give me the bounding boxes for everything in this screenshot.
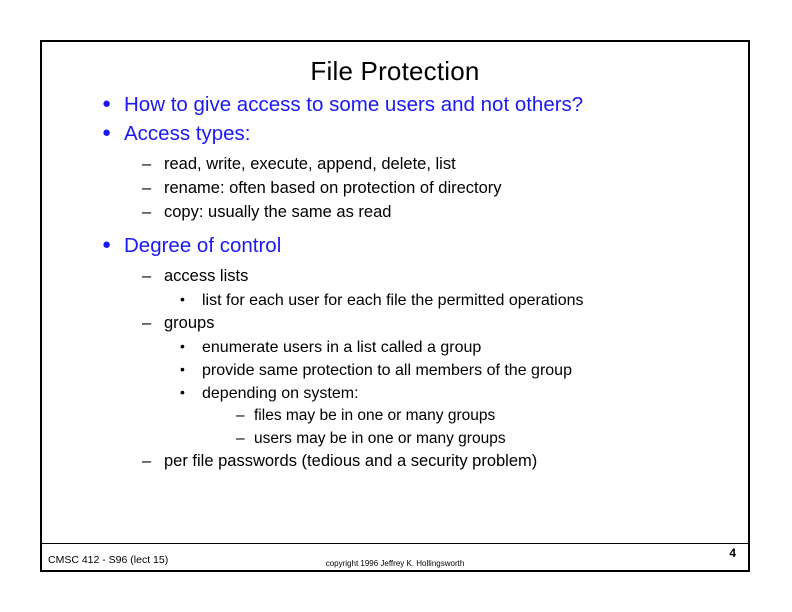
bullet-text: copy: usually the same as read <box>164 202 392 221</box>
small-bullet-icon: • <box>180 290 185 307</box>
bullet-text: users may be in one or many groups <box>254 429 506 447</box>
bullet-level2 <box>56 452 734 472</box>
bullet-level2 <box>56 267 734 287</box>
bullet-dot-icon: ● <box>102 95 112 112</box>
bullet-text: rename: often based on protection of directory <box>164 179 502 198</box>
slide-title: File Protection <box>310 56 480 86</box>
bullet-level2 <box>56 155 734 175</box>
bullet-text: per file passwords (tedious and a security problem) <box>164 452 538 471</box>
bullet-level4 <box>56 430 734 449</box>
bullet-text: How to give access to some users and not others? <box>124 93 584 116</box>
footer-copyright: copyright 1996 Jeffrey K. Hollingsworth <box>325 559 465 568</box>
dash-icon: – <box>142 313 152 332</box>
bullet-level2 <box>56 179 734 199</box>
bullet-level3 <box>56 291 734 310</box>
bullet-text: access lists <box>164 266 249 285</box>
slide <box>40 40 750 572</box>
dash-icon: – <box>142 452 152 471</box>
slide-body <box>42 93 748 472</box>
dash-icon: – <box>236 407 245 425</box>
small-bullet-icon: • <box>180 360 185 377</box>
bullet-dot-icon: ● <box>102 235 112 253</box>
bullet-text: provide same protection to all members of the group <box>202 361 572 379</box>
bullet-text: Degree of control <box>124 233 282 257</box>
bullet-level3 <box>56 384 734 403</box>
small-bullet-icon: • <box>180 384 185 401</box>
bullet-text: depending on system: <box>202 385 359 403</box>
bullet-level1 <box>56 93 734 117</box>
bullet-dot-icon: ● <box>102 124 112 142</box>
bullet-text: Access types: <box>124 122 251 146</box>
bullet-text: read, write, execute, append, delete, list <box>164 155 456 174</box>
bullet-level3 <box>56 338 734 357</box>
bullet-text: enumerate users in a list called a group <box>202 338 482 356</box>
footer-course-label: CMSC 412 - S96 (lect 15) <box>48 554 169 566</box>
dash-icon: – <box>142 155 152 174</box>
dash-icon: – <box>236 429 245 447</box>
bullet-level1 <box>56 122 734 146</box>
dash-icon: – <box>142 179 152 198</box>
bullet-text: files may be in one or many groups <box>254 407 496 425</box>
slide-page-number: 4 <box>729 546 736 560</box>
small-bullet-icon: • <box>180 337 185 354</box>
slide-footer <box>42 546 748 566</box>
bullet-level4 <box>56 407 734 426</box>
dash-icon: – <box>142 266 152 285</box>
dash-icon: – <box>142 202 152 221</box>
bullet-level3 <box>56 361 734 380</box>
bullet-text: groups <box>164 313 215 332</box>
bullet-level2 <box>56 314 734 334</box>
footer-divider <box>42 543 748 544</box>
bullet-level1 <box>56 234 734 258</box>
bullet-text: list for each user for each file the permitted operations <box>202 291 584 309</box>
bullet-level2 <box>56 203 734 223</box>
